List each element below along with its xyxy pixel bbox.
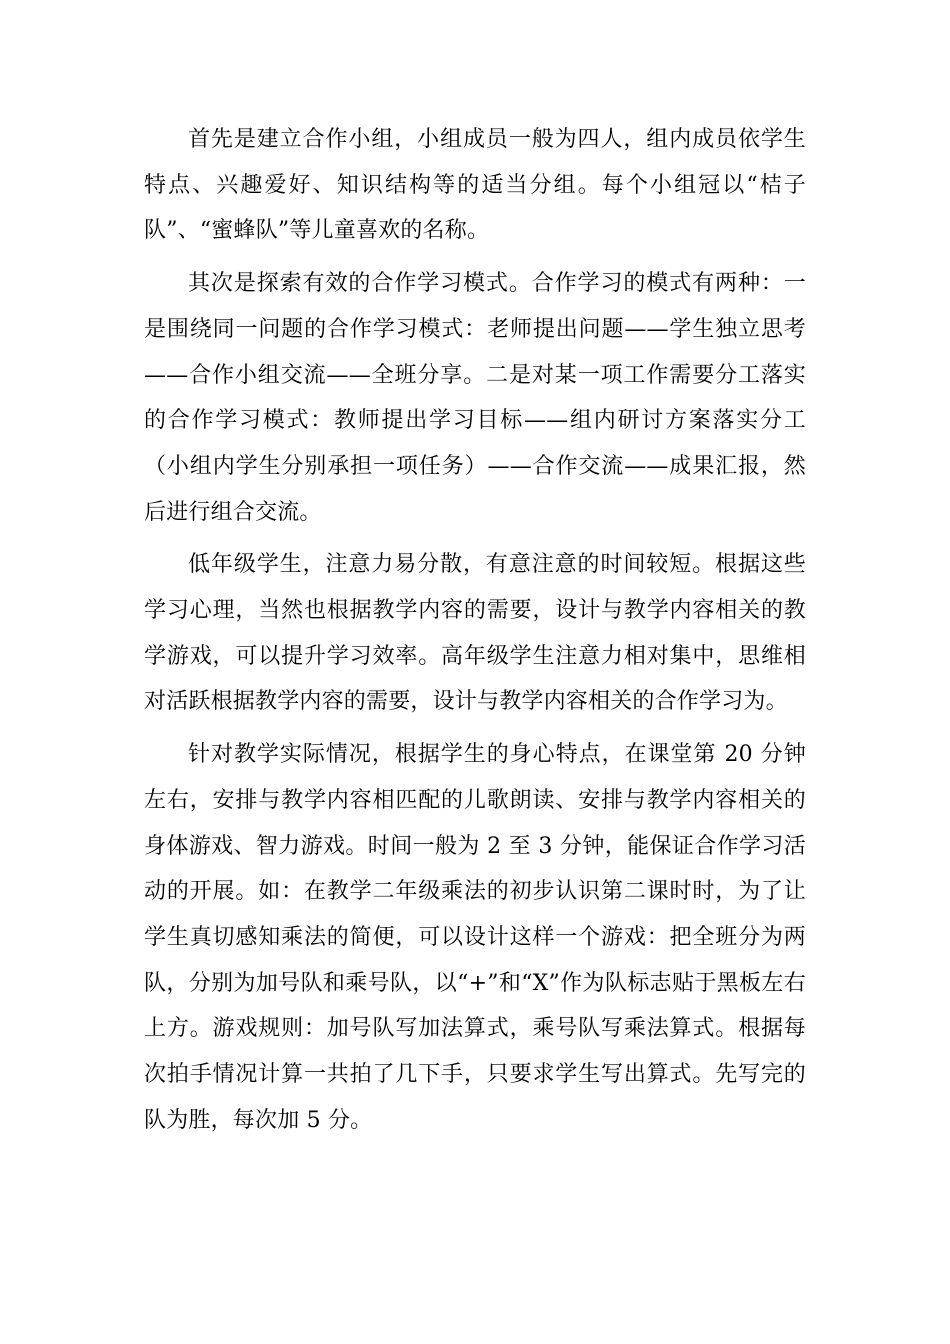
paragraph-cooperative-modes: 其次是探索有效的合作学习模式。合作学习的模式有两种：一是围绕同一问题的合作学习模式：老师提出问题——学生独立思考——合作小组交流——全班分享。二是对某一项工作需要分工落实的合作学习模式：教师提出学习目标——组内研讨方案落实分工（小组内学生分别承担一项任务）——合作交流——成果汇报，然后进行组合交流。	[144, 271, 806, 525]
paragraph-group-formation: 首先是建立合作小组，小组成员一般为四人，组内成员依学生特点、兴趣爱好、知识结构等的适当分组。每个小组冠以“桔子队”、“蜜蜂队”等儿童喜欢的名称。	[144, 127, 806, 244]
document-body	[144, 117, 806, 1150]
paragraph-classroom-game-example: 针对教学实际情况，根据学生的身心特点，在课堂第 20 分钟左右，安排与教学内容相匹配的儿歌朗读、安排与教学内容相关的身体游戏、智力游戏。时间一般为 2 至 3 分钟，能保证合作学习活动的开展。如：在教学二年级乘法的初步认识第二课时时，为了让学生真切感知乘法的简便，可以设计这样一个游戏：把全班分为两队，分别为加号队和乘号队，以“+”和“X”作为队标志贴于黑板左右上方。游戏规则：加号队写加法算式，乘号队写乘法算式。根据每次拍手情况计算一共拍了几下手，只要求学生写出算式。先写完的队为胜，每次加 5 分。	[144, 742, 806, 1133]
paragraph-learning-games: 低年级学生，注意力易分散，有意注意的时间较短。根据这些学习心理，当然也根据教学内容的需要，设计与教学内容相关的教学游戏，可以提升学习效率。高年级学生注意力相对集中，思维相对活跃根据教学内容的需要，设计与教学内容相关的合作学习为。	[144, 552, 806, 715]
